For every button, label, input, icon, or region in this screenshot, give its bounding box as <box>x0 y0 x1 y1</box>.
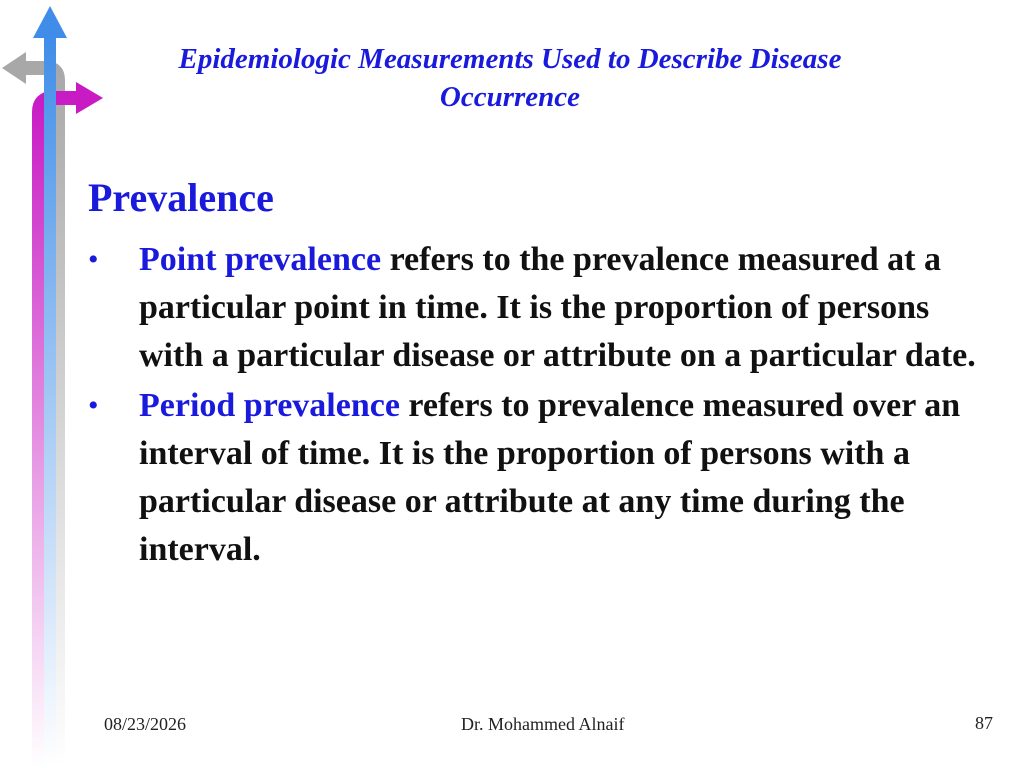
bullet-text <box>139 382 988 574</box>
slide-title: Epidemiologic Measurements Used to Describe Disease Occurrence <box>178 43 842 113</box>
term-point-prevalence: Point prevalence <box>139 241 382 278</box>
bullet-list <box>88 236 988 576</box>
definition-period-prevalence: refers to prevalence measured over an interval of time. It is the proportion of persons with a particular disease or attribute at any time during the interval. <box>139 387 961 568</box>
bullet-icon: • <box>88 389 99 422</box>
footer-author: Dr. Mohammed Alnaif <box>461 714 625 734</box>
bullet-item-period-prevalence <box>88 382 988 574</box>
bullet-item-point-prevalence <box>88 236 988 380</box>
term-period-prevalence: Period prevalence <box>139 387 400 424</box>
bullet-text <box>139 236 988 380</box>
bullet-icon: • <box>88 243 99 276</box>
definition-point-prevalence: refers to the prevalence measured at a particular point in time. It is the proportion of persons with a particular disease or attribute on a particular date. <box>139 241 976 374</box>
section-heading: Prevalence <box>88 175 274 220</box>
footer-date: 08/23/2026 <box>104 714 187 734</box>
page-number: 87 <box>975 713 993 733</box>
